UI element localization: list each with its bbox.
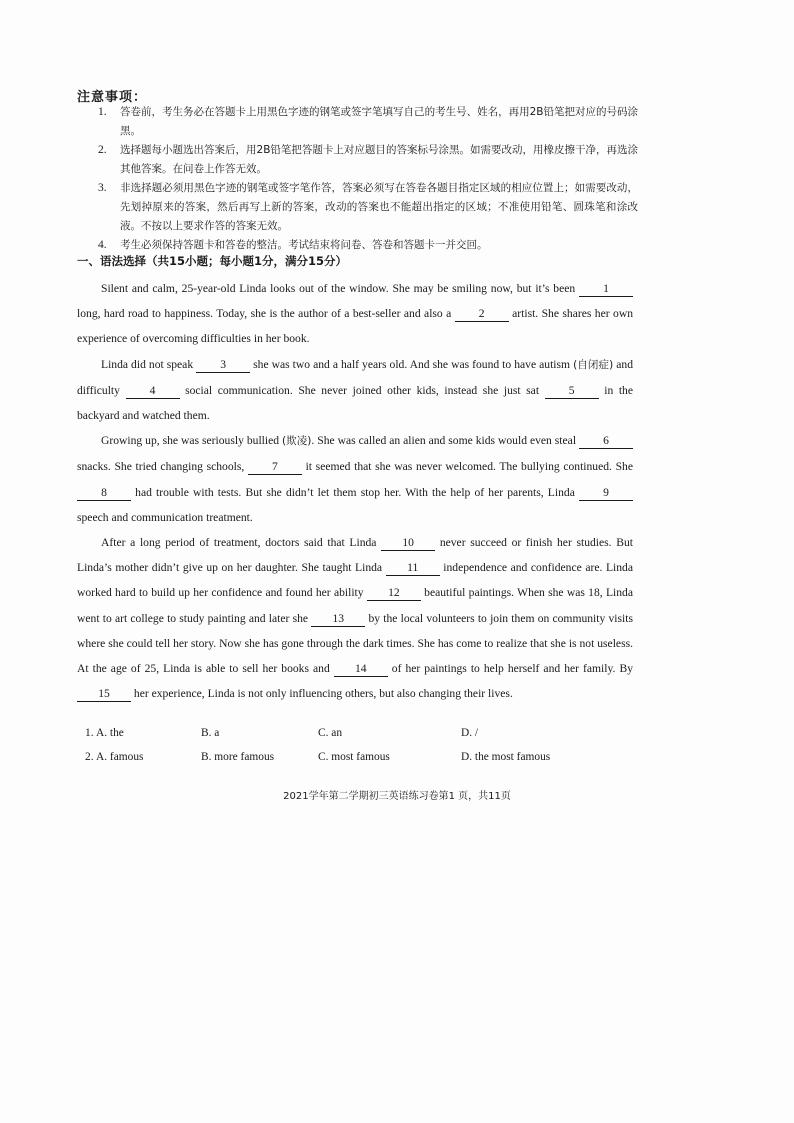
blank-8: 8 bbox=[77, 486, 131, 501]
notice-item-text: 答卷前，考生务必在答题卡上用黑色字迹的钢笔或签字笔填写自己的考生号、姓名，再用2B铅笔把对应的号码涂黑。 bbox=[120, 106, 638, 137]
passage-text: long, hard road to happiness. Today, she is the author of a best-seller and also a bbox=[77, 307, 455, 321]
option-d: D. / bbox=[461, 727, 479, 739]
notice-item-text: 考生必须保持答题卡和答卷的整洁。考试结束将问卷、答卷和答题卡一并交回。 bbox=[120, 239, 488, 251]
notice-item-number: 4. bbox=[98, 239, 107, 251]
passage-text: social communication. She never joined other kids, instead she just sat bbox=[179, 383, 545, 397]
blank-13: 13 bbox=[311, 612, 365, 627]
passage-text: she was two and a half years old. And she was found to have autism bbox=[250, 357, 574, 371]
blank-12: 12 bbox=[367, 586, 421, 601]
passage-text: snacks. She tried changing schools, bbox=[77, 460, 248, 474]
passage-paragraph-4 bbox=[77, 530, 633, 706]
blank-6: 6 bbox=[579, 434, 633, 449]
page-footer: 2021学年第二学期初三英语练习卷第1 页，共11页 bbox=[283, 791, 511, 802]
notice-item-text: 非选择题必须用黑色字迹的钢笔或签字笔作答，答案必须写在答卷各题目指定区域的相应位置上；如需要改动，先划掉原来的答案，然后再写上新的答案，改动的答案也不能超出指定的区域；不准使用铅笔、圆珠笔和涂改液。不按以上要求作答的答案无效。 bbox=[120, 182, 638, 232]
passage-text: Growing up, she was seriously bullied bbox=[101, 434, 283, 448]
passage-paragraph-1 bbox=[77, 276, 633, 352]
notice-list bbox=[98, 103, 638, 255]
passage-text: her experience, Linda is not only influencing others, but also changing their lives. bbox=[131, 687, 513, 701]
blank-10: 10 bbox=[381, 536, 435, 551]
notice-item-number: 2. bbox=[98, 144, 107, 156]
blank-2: 2 bbox=[455, 307, 509, 322]
passage-text: speech and communication treatment. bbox=[77, 510, 253, 524]
blank-14: 14 bbox=[334, 662, 388, 677]
passage-text: . She was called an alien and some kids would even steal bbox=[311, 434, 580, 448]
question-number: 2. bbox=[85, 751, 94, 763]
notice-item-text: 选择题每小题选出答案后，用2B铅笔把答题卡上对应题目的答案标号涂黑。如需要改动，用橡皮擦干净，再选涂其他答案。在问卷上作答无效。 bbox=[120, 144, 638, 175]
notice-item bbox=[98, 179, 638, 236]
blank-1: 1 bbox=[579, 282, 633, 297]
option-c: C. most famous bbox=[318, 751, 390, 763]
question-number: 1. bbox=[85, 727, 94, 739]
cloze-passage bbox=[77, 276, 633, 706]
option-a: A. famous bbox=[96, 751, 144, 763]
option-d: D. the most famous bbox=[461, 751, 551, 763]
blank-9: 9 bbox=[579, 486, 633, 501]
passage-text: Linda did not speak bbox=[101, 357, 197, 371]
blank-7: 7 bbox=[248, 460, 302, 475]
notice-item-number: 3. bbox=[98, 182, 107, 194]
blank-15: 15 bbox=[77, 687, 131, 702]
passage-paragraph-2 bbox=[77, 352, 633, 429]
passage-text: After a long period of treatment, doctors said that Linda bbox=[101, 536, 382, 550]
passage-text: of her paintings to help herself and her family. By bbox=[387, 662, 633, 676]
passage-text: it seemed that she was never welcomed. The bullying continued. She bbox=[301, 460, 633, 474]
passage-text: by the local volunteers to join them on community visits where she could tell her story. Now she has gone through the dark times. She has come to realize that she is not useless. At the age of 25, Linda is able to sell her books and bbox=[77, 611, 633, 676]
passage-text: and difficulty bbox=[77, 357, 633, 397]
notice-title: 注意事项： bbox=[77, 90, 148, 105]
notice-item bbox=[98, 103, 638, 141]
section-title: 一、语法选择（共15小题；每小题1分，满分15分） bbox=[77, 254, 348, 268]
option-c: C. an bbox=[318, 727, 343, 739]
option-b: B. a bbox=[201, 727, 220, 739]
passage-paragraph-3 bbox=[77, 428, 633, 530]
blank-11: 11 bbox=[386, 561, 440, 576]
notice-item-number: 1. bbox=[98, 106, 107, 118]
notice-item bbox=[98, 141, 638, 179]
passage-text: in the backyard and watched them. bbox=[77, 383, 633, 423]
blank-5: 5 bbox=[545, 384, 599, 399]
answer-options bbox=[85, 727, 645, 775]
blank-3: 3 bbox=[196, 358, 250, 373]
chinese-gloss: (自闭症) bbox=[573, 358, 614, 371]
chinese-gloss: (欺凌) bbox=[282, 435, 312, 448]
passage-text: artist. She shares her own experience of overcoming difficulties in her book. bbox=[77, 307, 633, 346]
blank-4: 4 bbox=[126, 384, 180, 399]
question-options-1 bbox=[85, 727, 645, 751]
passage-text: had trouble with tests. But she didn’t let them stop her. With the help of her parents, Linda bbox=[131, 485, 579, 499]
option-b: B. more famous bbox=[201, 751, 275, 763]
passage-text: independence and confidence are. Linda worked hard to build up her confidence and found her ability bbox=[77, 561, 633, 600]
passage-text: Silent and calm, 25-year-old Linda looks out of the window. She may be smiling now, but it’s been bbox=[101, 282, 579, 295]
question-options-2 bbox=[85, 751, 645, 775]
passage-text: never succeed or finish her studies. But Linda’s mother didn’t give up on her daughter. She taught Linda bbox=[77, 536, 634, 575]
passage-text: beautiful paintings. When she was 18, Linda went to art college to study painting and later she bbox=[77, 586, 633, 625]
option-a: A. the bbox=[96, 727, 124, 739]
